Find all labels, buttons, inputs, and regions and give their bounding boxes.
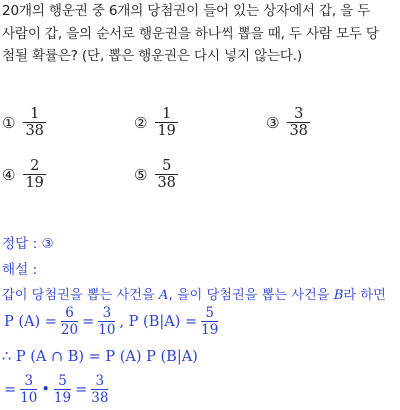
equation-2: ∴ P (A ∩ B) = P (A) P (B|A) xyxy=(2,349,198,365)
math-text: = xyxy=(4,382,17,398)
math-text: , P (B|A) = xyxy=(119,314,198,330)
explanation-line xyxy=(2,284,386,303)
question-line: 20개의 행운권 중 6개의 당첨권이 들어 있는 상자에서 갑, 을 두 xyxy=(2,3,371,19)
fraction-denominator: 10 xyxy=(20,390,38,406)
question-line: 첨될 확률은? (단, 뽑은 행운권은 다시 넣지 않는다.) xyxy=(2,48,303,64)
fraction xyxy=(98,306,115,338)
choice-2[interactable] xyxy=(134,107,178,139)
fraction-numerator: 5 xyxy=(205,305,215,321)
fraction xyxy=(61,306,78,338)
fraction-numerator: 6 xyxy=(65,305,74,321)
variable-a: A xyxy=(158,288,169,303)
fraction-denominator: 19 xyxy=(25,175,44,191)
choice-4[interactable] xyxy=(2,159,46,191)
math-text: = xyxy=(75,382,88,398)
question-line: 사람이 갑, 을의 순서로 행운권을 하나씩 뽑을 때, 두 사람 모두 당 xyxy=(2,25,379,42)
choice-marker: ⑤ xyxy=(134,166,148,184)
choice-fraction xyxy=(23,107,45,139)
text-segment: , 을이 당첨권을 뽑는 사건을 xyxy=(168,288,334,303)
choice-marker: ④ xyxy=(2,166,16,184)
choice-fraction xyxy=(155,159,177,191)
fraction-denominator: 19 xyxy=(201,322,219,338)
equation-3 xyxy=(2,374,110,406)
multiply-dot: • xyxy=(41,382,50,398)
choice-5[interactable] xyxy=(134,159,178,191)
fraction-denominator: 38 xyxy=(25,123,44,139)
choice-marker: ③ xyxy=(266,114,280,132)
fraction-numerator: 5 xyxy=(162,158,172,174)
fraction-numerator: 1 xyxy=(30,106,40,122)
variable-b: B xyxy=(333,288,344,303)
fraction-denominator: 38 xyxy=(289,123,308,139)
choice-1[interactable] xyxy=(2,107,46,139)
fraction-denominator: 19 xyxy=(53,390,72,406)
fraction-numerator: 2 xyxy=(30,158,40,174)
math-text: P (A) = xyxy=(4,314,57,330)
fraction-numerator: 3 xyxy=(95,373,105,389)
choice-fraction xyxy=(23,159,45,191)
question-text xyxy=(2,0,398,68)
fraction xyxy=(201,306,218,338)
fraction-denominator: 38 xyxy=(157,175,176,191)
answer-line: 정답 : ③ xyxy=(2,236,54,252)
choice-marker: ② xyxy=(134,114,148,132)
choice-fraction xyxy=(155,107,177,139)
explanation-label: 해설 : xyxy=(2,262,38,278)
text-segment: 라 하면 xyxy=(343,288,386,303)
fraction-numerator: 3 xyxy=(24,373,34,389)
math-text: = xyxy=(82,314,95,330)
fraction-numerator: 5 xyxy=(58,373,67,389)
fraction xyxy=(54,374,71,406)
fraction-numerator: 1 xyxy=(162,106,172,122)
fraction-numerator: 3 xyxy=(102,305,112,321)
fraction-denominator: 20 xyxy=(60,322,79,338)
fraction-numerator: 3 xyxy=(294,106,304,122)
choice-fraction xyxy=(287,107,309,139)
text-segment: 갑이 당첨권을 뽑는 사건을 xyxy=(2,288,159,303)
equation-1 xyxy=(2,306,220,338)
fraction-denominator: 10 xyxy=(98,322,116,338)
choice-3[interactable] xyxy=(266,107,310,139)
fraction-denominator: 19 xyxy=(157,123,176,139)
choice-marker: ① xyxy=(2,114,16,132)
fraction xyxy=(20,374,37,406)
fraction xyxy=(91,374,108,406)
fraction-denominator: 38 xyxy=(91,390,109,406)
